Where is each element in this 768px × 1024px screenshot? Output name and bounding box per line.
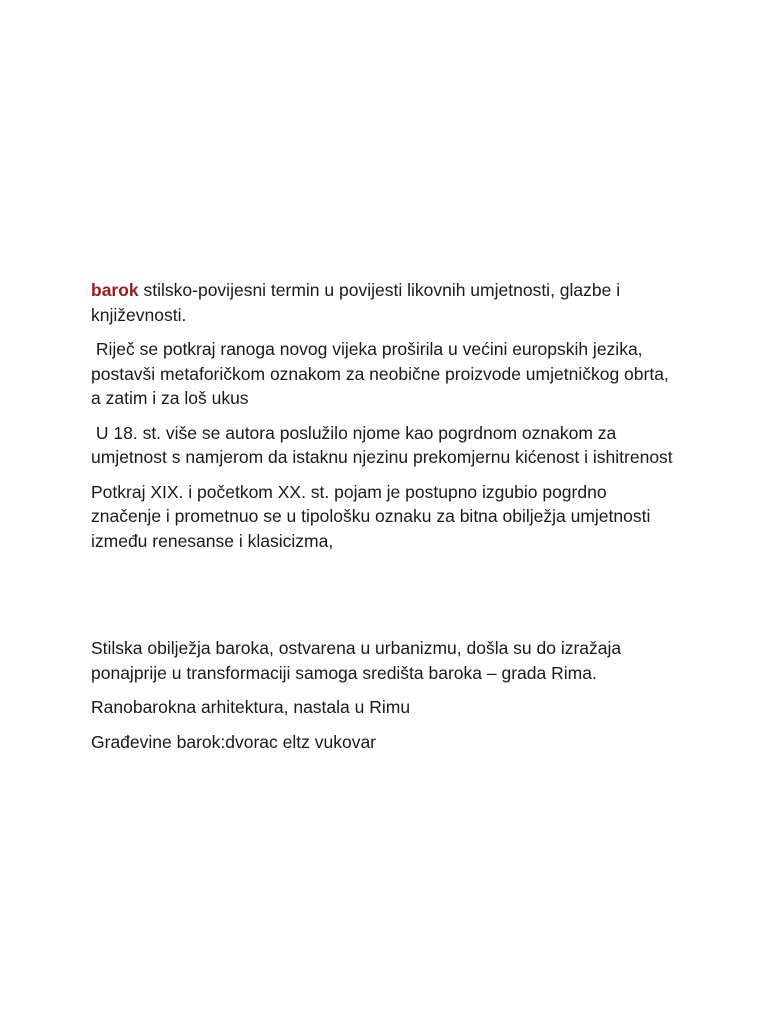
- paragraph-early-baroque: Ranobarokna arhitektura, nastala u Rimu: [91, 697, 411, 717]
- document-body: [91, 278, 681, 764]
- paragraph-buildings: Građevine barok:dvorac eltz vukovar: [91, 731, 376, 752]
- paragraph-18th-century: U 18. st. više se autora poslužilo njome kao pogrdnom oznakom za umjetnost s namjerom da istaknu njezinu prekomjernu kićenost i ishitrenost: [91, 422, 673, 467]
- definition-text: stilsko-povijesni termin u povijesti likovnih umjetnosti, glazbe i književnosti.: [91, 280, 625, 325]
- definition-paragraph: [91, 278, 681, 327]
- paragraph-word-origin: Riječ se potkraj ranoga novog vijeka proširila u većini europskih jezika, postavši metaforičkom oznakom za neobične proizvode umjetničkog obrta, a zatim i za loš ukus: [91, 339, 674, 408]
- blank-space: [91, 563, 681, 636]
- paragraph-urbanism: Stilska obilježja baroka, ostvarena u urbanizmu, došla su do izražaja ponajprije u transformaciji samoga središta baroka – grada Rima.: [91, 638, 627, 683]
- paragraph-19th-century: Potkraj XIX. i početkom XX. st. pojam je postupno izgubio pogrdno značenje i prometnuo se u tipološku oznaku za bitna obilježja umjetnosti između renesanse i klasicizma,: [91, 481, 656, 551]
- term-barok: barok: [91, 280, 139, 300]
